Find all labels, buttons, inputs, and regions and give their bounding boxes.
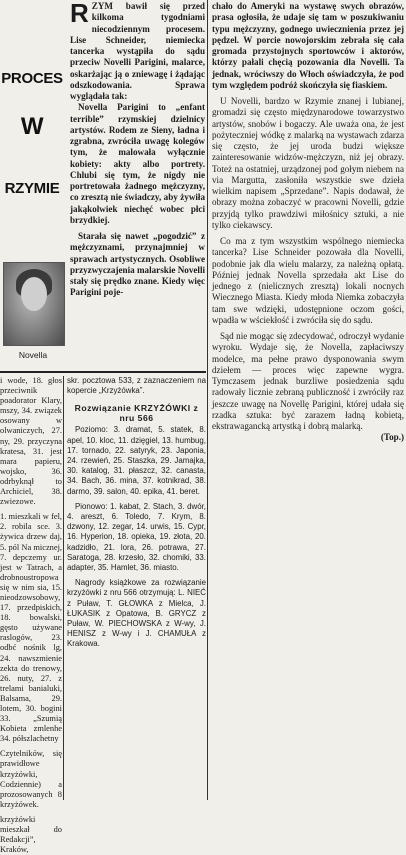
- article-paragraph-7: Sąd nie mogąc się zdecydować, odroczył wydanie wyroku. Wydaje się, że Novella, zapłaciwszy modelce, ma pełne prawo dysponowania swym dziełem — proces więc zapewne wygra. Tymczasem jednak burzliwe posiedzenia sądu radowały licznie zebraną publiczność i zwróciły raz jeszcze uwagę na Novellę Parigini, której udała się rzadka sztuka: być zarazem ładną kobietą, ekstrawagancką artystką i dobrą malarką.: [212, 331, 404, 431]
- photo-caption: Novella: [18, 350, 48, 360]
- solution-horizontal: Poziomo: 3. dramat, 5. statek, 8. apel, 10. kloc, 11. dzięgiel, 13. humbug, 17. tornado, 22. satyryk, 23. Japonia, 24. rzewień, 25. Staszka, 29. Jamajka, 30. katalog, 31. płaszcz, 32. canasta, 34. Bach, 36. mina, 37. kotnikrad, 38. darmo, 39. salon, 40. epika, 41. beret.: [67, 425, 206, 496]
- solution-title: Rozwiązanie KRZYŻÓWKI z nru 566: [74, 403, 199, 424]
- headline-word-3: RZYMIE: [4, 180, 60, 197]
- puzzle-left-text-3: Czytelników, się prawidłowe krzyżówki, Codziennie) a prozosowanych 8 krzyżówek.: [0, 749, 62, 809]
- article-column-2: [212, 1, 404, 799]
- section-divider-rule: [0, 371, 206, 373]
- headline-word-2: W: [20, 113, 44, 140]
- article-paragraph-2: Novella Parigini to „enfant terrible” rzymskiej dzielnicy artystów. Rodem ze Sieny, ładna i zgrabna, zwróciła uwagę kolegów tym, że malowała wyłącznie kobiety: akty albo portrety. Chlubi się tym, że nigdy nie portretowała żadnego mężczyzny, co zresztą nie świadczy, aby żywiła jakąkolwiek niechęć wobec płci brzydkiej.: [70, 102, 205, 225]
- prize-winners: Nagrody książkowe za rozwiązanie krzyżówki z nru 566 otrzymują: L. NIEĆ z Puław, T. GŁOWKA z Mielca, J. ŁUKASIK z Opatowa, B. GRYCZ z Puław, W. PIECHOWSKA z W-wy, J. HENISZ z W-wy i J. CHAMUŁA z Krakowa.: [67, 578, 206, 649]
- headline-word-1: PROCES: [1, 70, 63, 87]
- article-paragraph-3: Starała się nawet „pogodzić” z mężczyznami, przynajmniej w sprawach artystycznych. Osobliwe przyzwyczajenia malarskie Novelli stały się prędko znane. Kiedy więc Parigini poje-: [70, 231, 205, 298]
- article-paragraph-1: RZYM bawił się przed kilkoma tygodniami niecodziennym procesem. Lise Schneider, niemiecka tancerka wystąpiła do sądu przeciw Novelli Parigini, malarce, oskarżając ją o zniewagę i żądając odszkodowania. Sprawa wyglądała tak:: [70, 0, 205, 101]
- puzzle-address-text: skr. pocztowa 533, z zaznaczeniem na kopercie „Krzyżówka”.: [67, 376, 206, 396]
- puzzle-column-rule: [63, 376, 64, 800]
- puzzle-left-text-4: krzyżówki mieszkał do Redakcji”, Kraków,: [0, 814, 62, 855]
- article-paragraph-5: U Novelli, bardzo w Rzymie znanej i lubianej, gromadzi się często międzynarodowe towarzystwo artystów, snobów i bogaczy. Ale uważa ona, że jest pożyteczniej wódkę z malarką na wystawach zdarza się często, że jej uroda budzi większe zainteresowanie widzów-mężczyzn, niż jej obrazy. Toteż na ostatniej, urządzonej pod gołym niebem na via Margutta, zasłoniła wszystkie swe dzieła wielkim napisem „Sprzedane”. Napis dodawał, że obrazy można zobaczyć w pracowni Novelli, gdzie przyjdą tylko prawdziwi miłośnicy sztuki, a nie tylko ciekawscy.: [212, 96, 404, 230]
- article-column-1: [70, 1, 205, 369]
- main-column-rule: [207, 0, 208, 800]
- puzzle-left-text-2: 1. mieszkali w fel, 2. robila sce. 3. żywica drzew daj, 5. pól Na micznej, 7. depczemy ur. jest w Tatrach, a drobnoustropowa się w nim sia, 15. nieodzowsobowy, 17. przedpiskich, 18. bowalski, gęsto używane raslogów, 23. odbć nośnik lg, 24. nawszmienie zekta do trenowy, 26. nuty, 27. z trelami banialuki, Balsama, 29. lotem, 30. bogini 33. „Szumią Kobieta zmlenhe 34. półszlachetny: [0, 512, 62, 744]
- photo-face-shape: [21, 277, 47, 311]
- heading-column: [0, 0, 66, 372]
- novella-portrait-photo: [3, 262, 65, 346]
- article-paragraph-6: Co ma z tym wszystkim wspólnego niemiecka tancerka? Lise Schneider pozowała dla Novelli, podobnie jak dla wielu malarzy, za należną opłatą. Później jednak Novella sprzedała akt Lise do jednego z (nielicznych zresztą) lokali nocnych Wiecznego Miasta. Kiedy młoda Niemka zobaczyła tam swe wdzięki, udostępnione oczom gości, wpadła w wściekłość i zwróciła się do sądu.: [212, 236, 404, 325]
- solution-vertical: Pionowo: 1. kabat, 2. Stach, 3. dwór, 4. areszt, 6. Toledo, 7. Krym, 8. dzwony, 12. zegar, 14. urwis, 15. Cypr, 16. Hyperion, 18. opieka, 19. złota, 20. kadzidło, 21. lora, 26. potrawa, 27. Saratoga, 28. krzesło, 32. chomiki, 33. adapter, 35. Hamlet, 36. miasto.: [67, 501, 206, 573]
- article-paragraph-4: chało do Ameryki na wystawę swych obrazów, prasa ogłosiła, że udaje się tam w poszukiwaniu typu mężczyzny, godnego uwiecznienia przez jej pędzel. W porcie nowojorskim zebrała się cała gromada przystojnych sportowców i aktorów, którzy pałali chęcią pozowania dla Novelli. Ta jednak, wróciwszy do Włoch oświadczyła, że pod tym względem podróż skończyła się fiaskiem.: [212, 1, 404, 90]
- article-signature: (Top.): [380, 432, 404, 443]
- drop-cap: R: [70, 0, 89, 28]
- puzzle-left-column: [0, 376, 62, 855]
- puzzle-left-text-1: i wode, 18. głos przeciwnik poadorator Klary, mszy, 34. związek osowany w olwaniczych, 27. ny, 29. przyczyna kratesa, 31. jest mara papieru, wojsko, 36. odrbyknął to Archiciel, 38. zwiezowe.: [0, 376, 62, 507]
- puzzle-right-column: [67, 376, 206, 800]
